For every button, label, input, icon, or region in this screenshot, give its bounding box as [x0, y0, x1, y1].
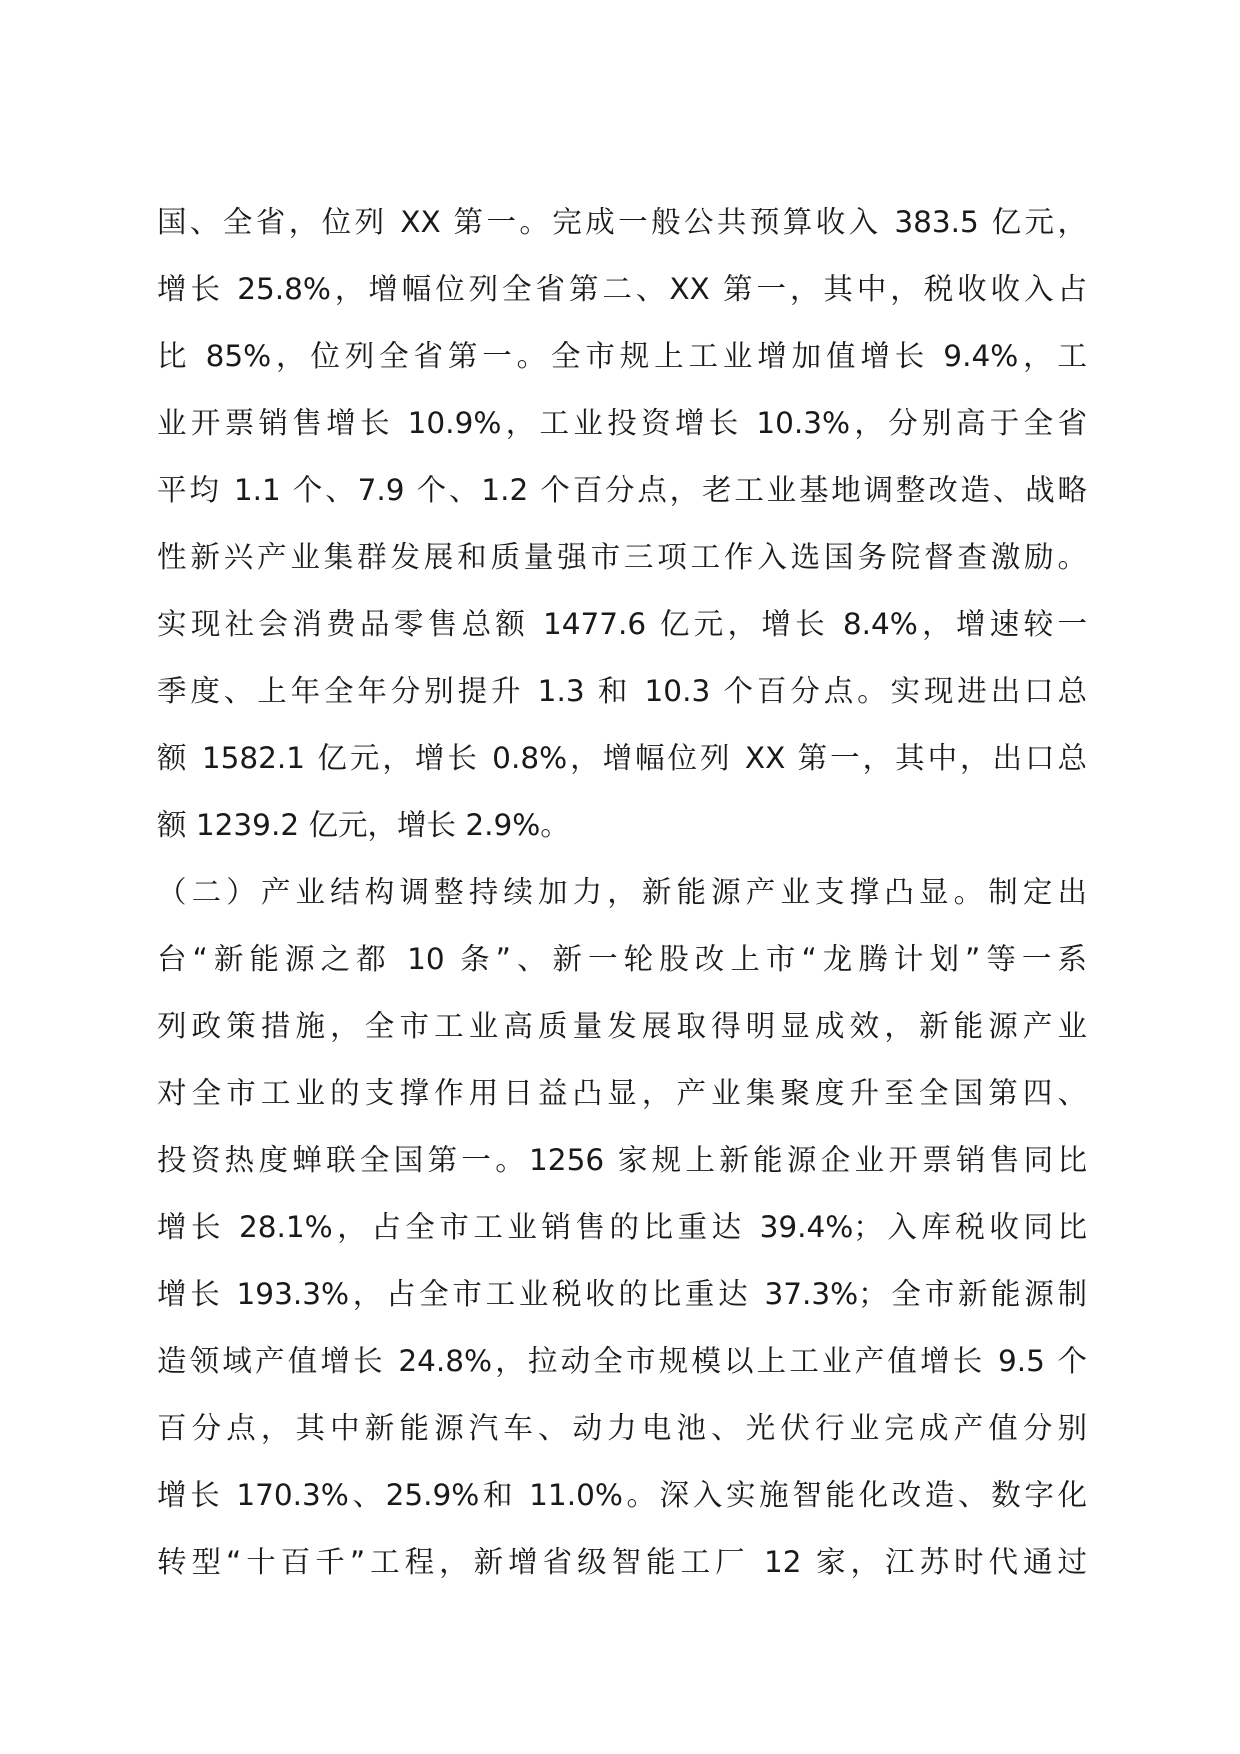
text-line: 百分点，其中新能源汽车、动力电池、光伏行业完成产值分别 [157, 1411, 1087, 1445]
text-line: 平均 1.1 个、7.9 个、1.2 个百分点，老工业基地调整改造、战略 [157, 473, 1087, 507]
text-line: 实现社会消费品零售总额 1477.6 亿元，增长 8.4%，增速较一 [157, 607, 1087, 641]
text-line: 造领域产值增长 24.8%，拉动全市规模以上工业产值增长 9.5 个 [157, 1344, 1087, 1378]
section-heading-line: （二）产业结构调整持续加力，新能源产业支撑凸显。制定出 [157, 875, 1087, 909]
text-line: 增长 170.3%、25.9%和 11.0%。深入实施智能化改造、数字化 [157, 1478, 1087, 1512]
text-line: 投资热度蝉联全国第一。1256 家规上新能源企业开票销售同比 [157, 1143, 1087, 1177]
text-line: 季度、上年全年分别提升 1.3 和 10.3 个百分点。实现进出口总 [157, 674, 1087, 708]
text-line: 增长 193.3%，占全市工业税收的比重达 37.3%；全市新能源制 [157, 1277, 1087, 1311]
text-line: 增长 25.8%，增幅位列全省第二、XX 第一，其中，税收收入占 [157, 272, 1087, 306]
text-line: 增长 28.1%，占全市工业销售的比重达 39.4%；入库税收同比 [157, 1210, 1087, 1244]
text-line: 列政策措施，全市工业高质量发展取得明显成效，新能源产业 [157, 1009, 1087, 1043]
body-text [157, 189, 1087, 1596]
text-line: 业开票销售增长 10.9%，工业投资增长 10.3%，分别高于全省 [157, 406, 1087, 440]
text-line: 国、全省，位列 XX 第一。完成一般公共预算收入 383.5 亿元， [157, 205, 1087, 239]
text-line: 性新兴产业集群发展和质量强市三项工作入选国务院督查激励。 [157, 540, 1087, 574]
text-line: 额 1582.1 亿元，增长 0.8%，增幅位列 XX 第一，其中，出口总 [157, 741, 1087, 775]
text-line: 台“新能源之都 10 条”、新一轮股改上市“龙腾计划”等一系 [157, 942, 1087, 976]
text-line: 对全市工业的支撑作用日益凸显，产业集聚度升至全国第四、 [157, 1076, 1087, 1110]
text-line: 转型“十百千”工程，新增省级智能工厂 12 家，江苏时代通过 [157, 1545, 1087, 1579]
text-line: 比 85%，位列全省第一。全市规上工业增加值增长 9.4%，工 [157, 339, 1087, 373]
paragraph-end-line: 额 1239.2 亿元，增长 2.9%。 [157, 808, 570, 842]
